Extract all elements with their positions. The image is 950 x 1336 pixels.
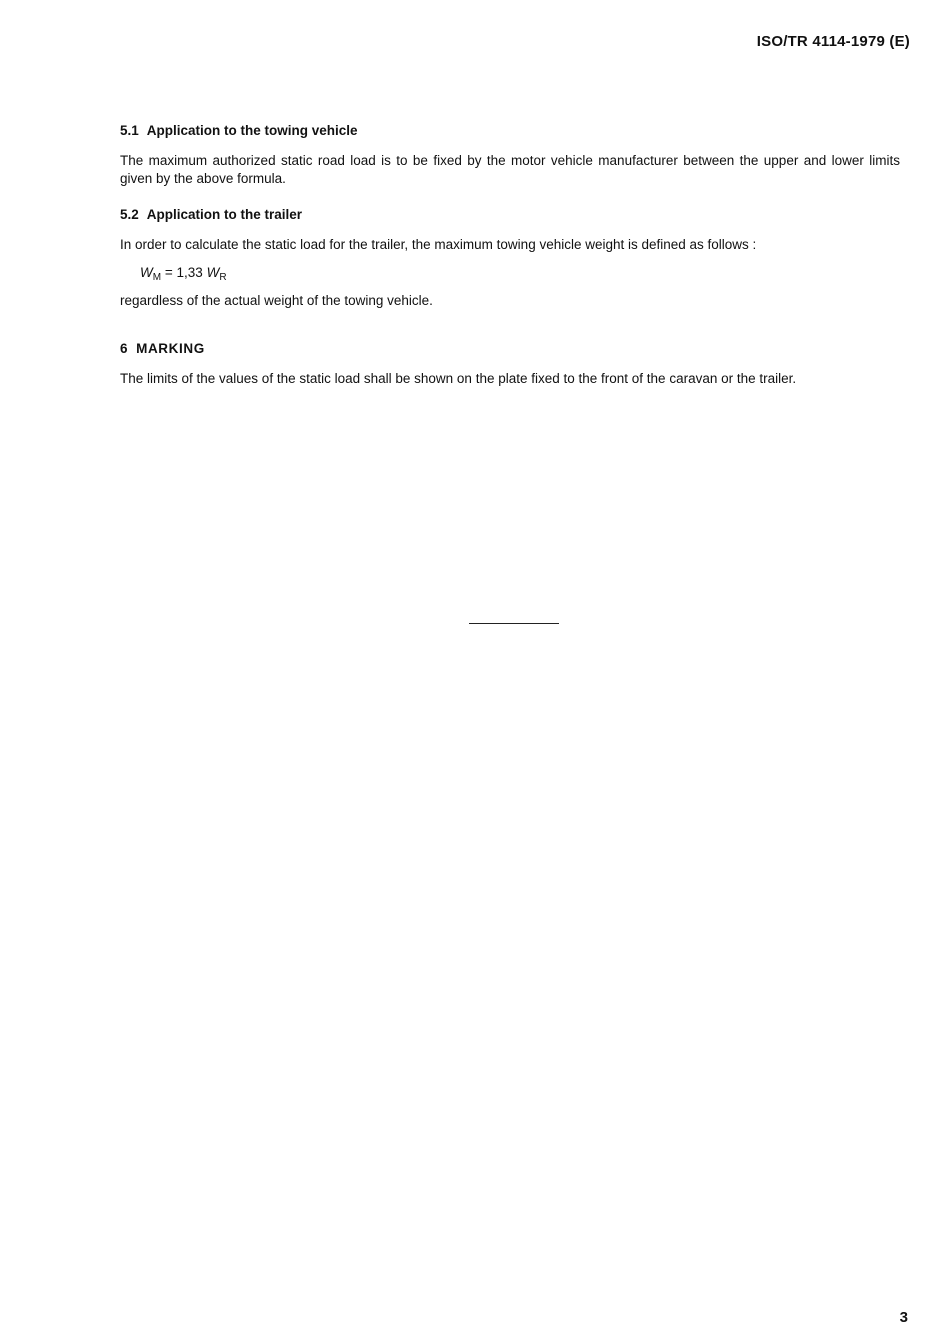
page-content	[120, 122, 900, 388]
formula-lhs-symbol: W	[140, 265, 153, 280]
section-6-number: 6	[120, 341, 129, 356]
section-6-heading	[120, 340, 900, 358]
formula-rhs-symbol: W	[206, 265, 220, 280]
section-5-1-heading	[120, 122, 900, 140]
section-5-2-heading	[120, 206, 900, 224]
section-6-paragraph: The limits of the values of the static load shall be shown on the plate fixed to the front of the caravan or the trailer.	[120, 371, 797, 386]
section-5-2-paragraph: In order to calculate the static load for the trailer, the maximum towing vehicle weight is defined as follows :	[120, 237, 757, 252]
section-6-title: MARKING	[136, 341, 205, 356]
section-5-2-after-paragraph: regardless of the actual weight of the towing vehicle.	[120, 293, 433, 308]
formula-rhs-subscript: R	[219, 272, 227, 283]
page-number: 3	[899, 1309, 908, 1326]
section-5-2-number: 5.2	[120, 207, 139, 222]
formula-equals: =	[164, 265, 173, 280]
end-of-text-rule	[469, 623, 559, 624]
section-5-1-title: Application to the towing vehicle	[146, 123, 358, 138]
formula-lhs-subscript: M	[152, 272, 162, 283]
section-5-2-title: Application to the trailer	[146, 207, 303, 222]
section-5-1-paragraph: The maximum authorized static road load is to be fixed by the motor vehicle manufacturer between the upper and lower limits given by the above formula.	[120, 153, 900, 186]
formula-coefficient: 1,33	[176, 265, 203, 280]
section-5-1-number: 5.1	[120, 123, 139, 138]
towing-weight-formula	[120, 264, 900, 282]
document-identifier: ISO/TR 4114-1979 (E)	[756, 33, 910, 50]
